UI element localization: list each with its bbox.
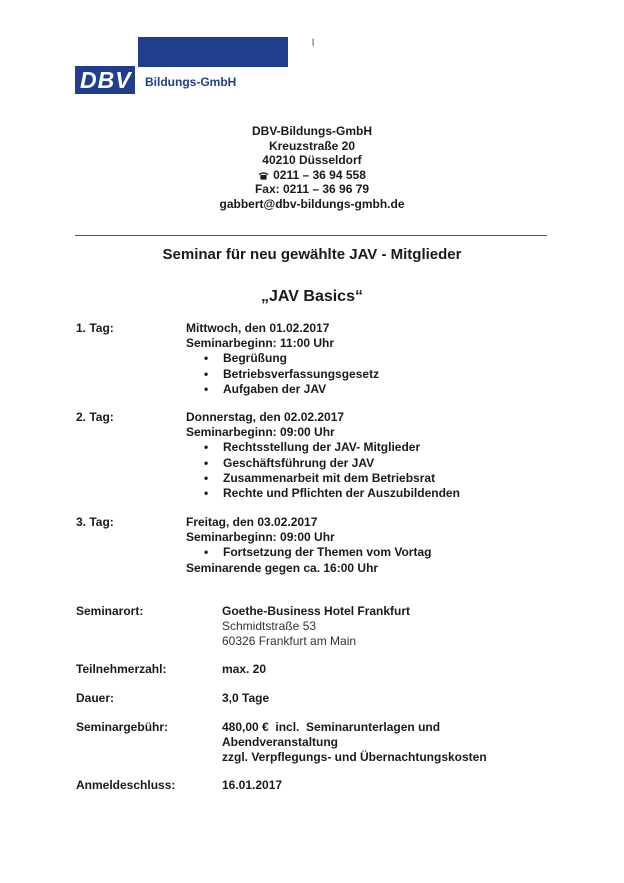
- address-block: [0, 124, 624, 212]
- day-start: Seminarbeginn: 09:00 Uhr: [186, 425, 335, 440]
- day-date: Donnerstag, den 02.02.2017: [186, 410, 345, 424]
- page-title: Seminar für neu gewählte JAV - Mitglieder: [162, 246, 462, 263]
- logo-bar: [138, 37, 288, 67]
- day-1-block: [186, 321, 379, 397]
- list-item: • Geschäftsführung der JAV: [204, 456, 460, 471]
- topic-list: [186, 440, 460, 501]
- day-end: Seminarende gegen ca. 16:00 Uhr: [186, 560, 379, 575]
- location-street: Schmidtstraße 53: [222, 619, 317, 633]
- city: 40210 Düsseldorf: [262, 153, 362, 168]
- telephone-icon: [258, 171, 269, 180]
- fee-line-2: Abendveranstaltung: [222, 735, 339, 749]
- company-name: DBV-Bildungs-GmbH: [252, 124, 372, 138]
- duration-value: 3,0 Tage: [222, 691, 270, 705]
- page-mark: l: [312, 38, 315, 49]
- subtitle: „JAV Basics“: [261, 288, 363, 305]
- logo: [75, 66, 135, 94]
- list-item: • Aufgaben der JAV: [204, 382, 379, 397]
- day-start: Seminarbeginn: 09:00 Uhr: [186, 530, 335, 545]
- divider: [75, 235, 547, 236]
- phone-line: [0, 168, 624, 183]
- participants-label: Teilnehmerzahl:: [76, 662, 167, 676]
- location-name: Goethe-Business Hotel Frankfurt: [222, 604, 411, 618]
- list-item: • Zusammenarbeit mit dem Betriebsrat: [204, 471, 460, 486]
- fee-line-1: 480,00 € incl. Seminarunterlagen und: [222, 720, 441, 734]
- day-2-block: [186, 410, 460, 501]
- deadline-value: 16.01.2017: [222, 778, 283, 792]
- list-item: • Begrüßung: [204, 351, 379, 366]
- participants-value: max. 20: [222, 662, 267, 676]
- location-label: Seminarort:: [76, 604, 144, 618]
- logo-abbr: DBV: [80, 67, 132, 93]
- email[interactable]: gabbert@dbv-bildungs-gmbh.de: [219, 196, 405, 211]
- day-3-label: 3. Tag:: [76, 515, 114, 529]
- list-item: • Rechtsstellung der JAV- Mitglieder: [204, 440, 460, 455]
- topic-list: [186, 351, 379, 397]
- list-item: • Fortsetzung der Themen vom Vortag: [204, 545, 431, 560]
- location-city: 60326 Frankfurt am Main: [222, 634, 357, 648]
- day-1-label: 1. Tag:: [76, 321, 114, 335]
- day-3-block: [186, 515, 431, 576]
- duration-label: Dauer:: [76, 691, 115, 705]
- logo-name: Bildungs-GmbH: [145, 75, 237, 89]
- location-value: [222, 604, 410, 649]
- day-start: Seminarbeginn: 11:00 Uhr: [186, 336, 335, 351]
- fee-value: [222, 720, 487, 765]
- fee-label: Seminargebühr:: [76, 720, 169, 734]
- list-item: • Rechte und Pflichten der Auszubildenden: [204, 486, 460, 501]
- day-date: Freitag, den 03.02.2017: [186, 515, 318, 529]
- fee-line-3: zzgl. Verpflegungs- und Übernachtungskosten: [222, 750, 487, 764]
- day-2-label: 2. Tag:: [76, 410, 114, 424]
- fax: Fax: 0211 – 36 96 79: [254, 182, 370, 197]
- topic-list: [186, 545, 431, 560]
- list-item: • Betriebsverfassungsgesetz: [204, 367, 379, 382]
- day-date: Mittwoch, den 01.02.2017: [186, 321, 330, 335]
- phone-number: 0211 – 36 94 558: [273, 167, 366, 182]
- street: Kreuzstraße 20: [268, 138, 356, 153]
- deadline-label: Anmeldeschluss:: [76, 778, 176, 792]
